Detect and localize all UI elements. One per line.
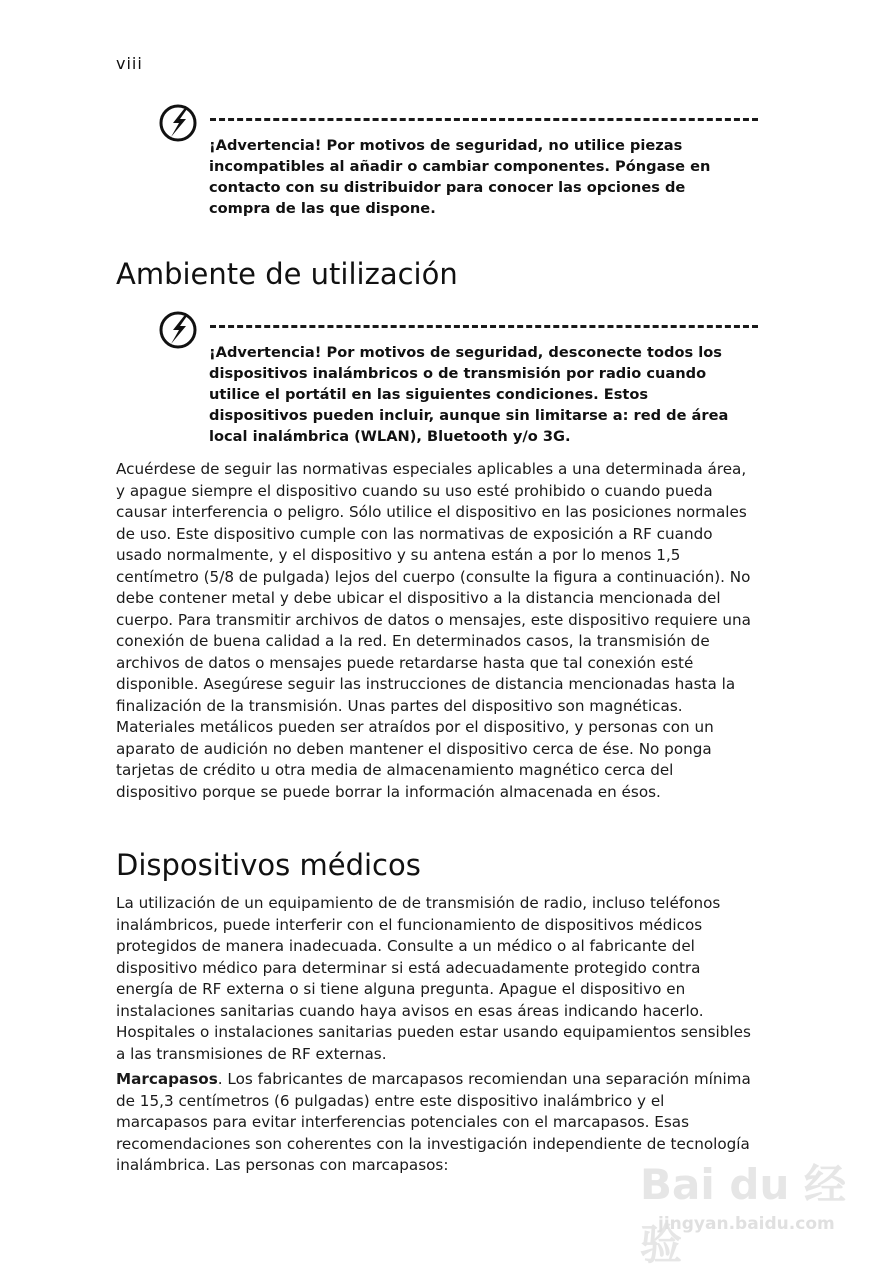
medicos-paragraph: La utilización de un equipamiento de de transmisión de radio, incluso teléfonos inalámbricos, puede interferir con el funcionamiento de dispositivos médicos protegidos de manera inadecuada. Consulte a un médico o al fabricante del dispositivo médico para determinar si está adecuadamente protegido contra energía de RF externa o si tiene alguna pregunta. Apague el dispositivo en instalaciones sanitarias cuando haya avisos en esas áreas indicando hacerlo. Hospitales o instalaciones sanitarias pueden estar usando equipamientos sensibles a las transmisiones de RF externas. — [116, 894, 751, 1063]
dashed-rule — [210, 325, 758, 328]
lightning-warning-icon — [158, 310, 198, 350]
warning-text: ¡Advertencia! Por motivos de seguridad, no utilice piezas incompatibles al añadir o cambiar componentes. Póngase en contacto con su distribuidor para conocer las opciones de compra de las que dispone. — [209, 137, 711, 217]
watermark-url: jingyan.baidu.com — [658, 1214, 835, 1234]
warning-text: ¡Advertencia! Por motivos de seguridad, desconecte todos los dispositivos inalámbricos o de transmisión por radio cuando utilice el portátil en las siguientes condiciones. Estos dispositivos pueden incluir, aunque sin limitarse a: red de área local inalámbrica (WLAN), Bluetooth y/o 3G. — [209, 344, 729, 445]
watermark-logo: Bai du 经验 — [640, 1160, 846, 1269]
lightning-warning-icon — [158, 103, 198, 143]
marcapasos-text: . Los fabricantes de marcapasos recomiendan una separación mínima de 15,3 centímetros (6 pulgadas) entre este dispositivo inalámbrico y el marcapasos para evitar interferencias potenciales con el marcapasos. Esas recomendaciones son coherentes con la investigación independiente de tecnología inalámbrica. Las personas con marcapasos: — [116, 1070, 751, 1174]
dashed-rule — [210, 118, 758, 121]
baidu-watermark — [640, 1140, 850, 1269]
page-number: viii — [116, 54, 143, 73]
section-heading-ambiente: Ambiente de utilización — [116, 257, 458, 291]
section-heading-medicos: Dispositivos médicos — [116, 848, 421, 882]
ambiente-paragraph: Acuérdese de seguir las normativas especiales aplicables a una determinada área, y apague siempre el dispositivo cuando su uso esté prohibido o cuando pueda causar interferencia o peligro. Sólo utilice el dispositivo en las posiciones normales de uso. Este dispositivo cumple con las normativas de exposición a RF cuando usado normalmente, y el dispositivo y su antena están a por lo menos 1,5 centímetro (5/8 de pulgada) lejos del cuerpo (consulte la figura a continuación). No debe contener metal y debe ubicar el dispositivo a la distancia mencionada del cuerpo. Para transmitir archivos de datos o mensajes, este dispositivo requiere una conexión de buena calidad a la red. En determinados casos, la transmisión de archivos de datos o mensajes puede retardarse hasta que tal conexión esté disponible. Asegúrese seguir las instrucciones de distancia mencionadas hasta la finalización de la transmisión. Unas partes del dispositivo son magnéticas. Materiales metálicos pueden ser atraídos por el dispositivo, y personas con un aparato de audición no deben mantener el dispositivo cerca de ése. No ponga tarjetas de crédito u otra media de almacenamiento magnético cerca del dispositivo porque se puede borrar la información almacenada en ésos. — [116, 460, 751, 801]
marcapasos-label: Marcapasos — [116, 1070, 218, 1088]
